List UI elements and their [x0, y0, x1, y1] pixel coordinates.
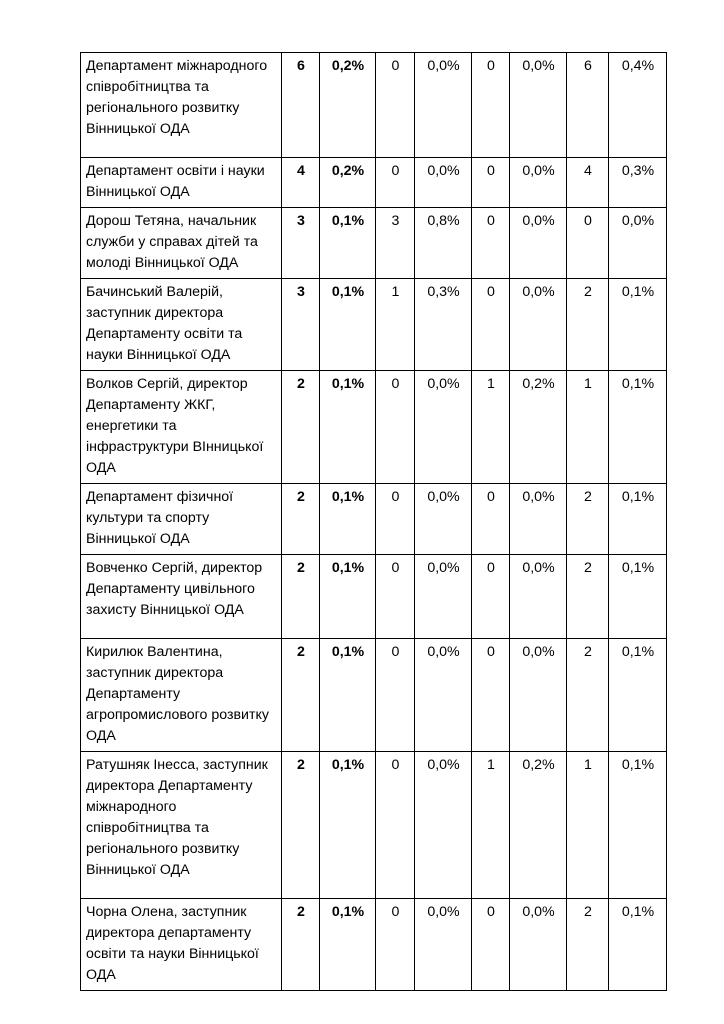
count-a-cell: 0	[376, 555, 415, 639]
row-name-cell: Департамент освіти і науки Вінницької ОДА	[81, 158, 282, 208]
count-c-cell: 2	[567, 899, 609, 991]
table-row	[81, 555, 667, 639]
total-percent-cell: 0,2%	[320, 53, 376, 158]
total-count-cell: 4	[282, 158, 320, 208]
total-count-cell: 6	[282, 53, 320, 158]
percent-b-cell: 0,0%	[510, 279, 567, 371]
percent-b-cell: 0,0%	[510, 158, 567, 208]
count-c-cell: 1	[567, 371, 609, 484]
statistics-table	[80, 52, 667, 991]
count-b-cell: 0	[472, 484, 510, 555]
percent-c-cell: 0,1%	[609, 371, 667, 484]
percent-b-cell: 0,0%	[510, 899, 567, 991]
percent-a-cell: 0,0%	[415, 555, 472, 639]
total-count-cell: 2	[282, 752, 320, 899]
row-name-cell: Волков Сергій, директор Департаменту ЖКГ, енергетики та інфраструктури ВІнницької ОДА	[81, 371, 282, 484]
percent-a-cell: 0,3%	[415, 279, 472, 371]
percent-c-cell: 0,1%	[609, 899, 667, 991]
count-c-cell: 4	[567, 158, 609, 208]
row-name-cell: Департамент фізичної культури та спорту Вінницької ОДА	[81, 484, 282, 555]
count-b-cell: 1	[472, 752, 510, 899]
count-b-cell: 0	[472, 555, 510, 639]
count-a-cell: 0	[376, 158, 415, 208]
count-b-cell: 0	[472, 279, 510, 371]
percent-c-cell: 0,1%	[609, 752, 667, 899]
count-c-cell: 0	[567, 208, 609, 279]
total-count-cell: 3	[282, 279, 320, 371]
table-row	[81, 484, 667, 555]
total-count-cell: 2	[282, 484, 320, 555]
count-b-cell: 0	[472, 53, 510, 158]
row-name-cell: Ратушняк Інесса, заступник директора Департаменту міжнародного співробітництва та регіонального розвитку Вінницької ОДА	[81, 752, 282, 899]
percent-c-cell: 0,3%	[609, 158, 667, 208]
row-name-cell: Вовченко Сергій, директор Департаменту цивільного захисту Вінницької ОДА	[81, 555, 282, 639]
count-a-cell: 3	[376, 208, 415, 279]
table-row	[81, 899, 667, 991]
count-c-cell: 2	[567, 279, 609, 371]
percent-a-cell: 0,0%	[415, 53, 472, 158]
table-row	[81, 158, 667, 208]
count-b-cell: 0	[472, 639, 510, 752]
percent-b-cell: 0,2%	[510, 371, 567, 484]
count-c-cell: 1	[567, 752, 609, 899]
row-name-cell: Бачинський Валерій, заступник директора Департаменту освіти та науки Вінницької ОДА	[81, 279, 282, 371]
total-percent-cell: 0,1%	[320, 899, 376, 991]
row-name-cell: Кирилюк Валентина, заступник директора Департаменту агропромислового розвитку ОДА	[81, 639, 282, 752]
percent-a-cell: 0,0%	[415, 484, 472, 555]
row-name-cell: Дорош Тетяна, начальник служби у справах дітей та молоді Вінницької ОДА	[81, 208, 282, 279]
total-count-cell: 2	[282, 555, 320, 639]
total-percent-cell: 0,1%	[320, 484, 376, 555]
percent-c-cell: 0,1%	[609, 484, 667, 555]
table-row	[81, 53, 667, 158]
percent-a-cell: 0,0%	[415, 899, 472, 991]
total-count-cell: 3	[282, 208, 320, 279]
table-row	[81, 639, 667, 752]
percent-c-cell: 0,1%	[609, 279, 667, 371]
count-b-cell: 0	[472, 899, 510, 991]
percent-c-cell: 0,1%	[609, 639, 667, 752]
percent-a-cell: 0,0%	[415, 371, 472, 484]
count-a-cell: 0	[376, 53, 415, 158]
count-b-cell: 1	[472, 371, 510, 484]
count-b-cell: 0	[472, 158, 510, 208]
count-c-cell: 2	[567, 555, 609, 639]
percent-a-cell: 0,0%	[415, 752, 472, 899]
total-percent-cell: 0,1%	[320, 279, 376, 371]
total-percent-cell: 0,1%	[320, 208, 376, 279]
count-a-cell: 0	[376, 371, 415, 484]
count-c-cell: 6	[567, 53, 609, 158]
count-a-cell: 0	[376, 752, 415, 899]
total-count-cell: 2	[282, 371, 320, 484]
total-count-cell: 2	[282, 899, 320, 991]
percent-b-cell: 0,0%	[510, 53, 567, 158]
table-row	[81, 208, 667, 279]
total-count-cell: 2	[282, 639, 320, 752]
count-a-cell: 1	[376, 279, 415, 371]
percent-a-cell: 0,0%	[415, 639, 472, 752]
percent-b-cell: 0,2%	[510, 752, 567, 899]
percent-b-cell: 0,0%	[510, 639, 567, 752]
table-row	[81, 371, 667, 484]
total-percent-cell: 0,1%	[320, 555, 376, 639]
percent-a-cell: 0,0%	[415, 158, 472, 208]
total-percent-cell: 0,1%	[320, 639, 376, 752]
row-name-cell: Департамент міжнародного співробітництва та регіонального розвитку Вінницької ОДА	[81, 53, 282, 158]
row-name-cell: Чорна Олена, заступник директора департаменту освіти та науки Вінницької ОДА	[81, 899, 282, 991]
count-a-cell: 0	[376, 639, 415, 752]
total-percent-cell: 0,1%	[320, 752, 376, 899]
percent-b-cell: 0,0%	[510, 555, 567, 639]
percent-b-cell: 0,0%	[510, 208, 567, 279]
count-b-cell: 0	[472, 208, 510, 279]
total-percent-cell: 0,1%	[320, 371, 376, 484]
count-c-cell: 2	[567, 639, 609, 752]
percent-c-cell: 0,0%	[609, 208, 667, 279]
table-row	[81, 752, 667, 899]
count-a-cell: 0	[376, 484, 415, 555]
percent-c-cell: 0,1%	[609, 555, 667, 639]
percent-a-cell: 0,8%	[415, 208, 472, 279]
percent-c-cell: 0,4%	[609, 53, 667, 158]
percent-b-cell: 0,0%	[510, 484, 567, 555]
count-a-cell: 0	[376, 899, 415, 991]
total-percent-cell: 0,2%	[320, 158, 376, 208]
table-row	[81, 279, 667, 371]
table-body	[81, 53, 667, 991]
count-c-cell: 2	[567, 484, 609, 555]
